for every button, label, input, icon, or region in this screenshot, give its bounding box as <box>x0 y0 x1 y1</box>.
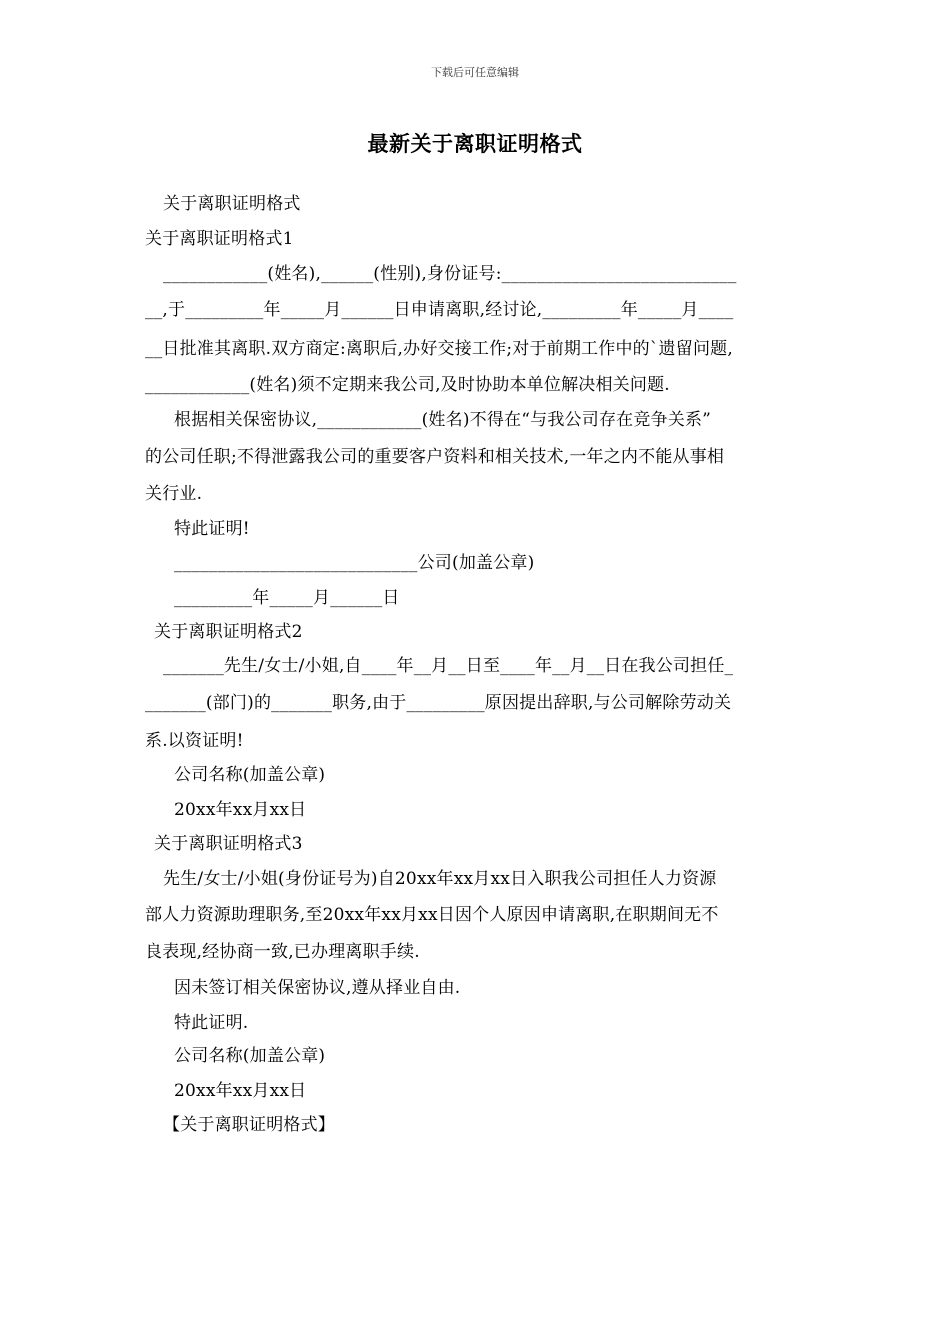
paragraph-line: 根据相关保密协议,____________(姓名)不得在“与我公司存在竞争关系” <box>174 410 712 430</box>
date-line: _________年_____月______日 <box>174 588 400 608</box>
company-name-line: 公司名称(加盖公章) <box>174 765 326 785</box>
document-title: 最新关于离职证明格式 <box>367 131 583 156</box>
closing-line: 特此证明! <box>174 519 250 539</box>
footer-bracket-title: 【关于离职证明格式】 <box>163 1115 335 1135</box>
company-name-line: 公司名称(加盖公章) <box>174 1046 326 1066</box>
section-heading-1: 关于离职证明格式1 <box>145 229 294 249</box>
paragraph-line: _______先生/女士/小姐,自____年__月__日至____年__月__日在我公司担任_ <box>163 656 734 676</box>
intro-heading: 关于离职证明格式 <box>163 194 301 214</box>
paragraph-line: ____________(姓名),______(性别),身份证号:___________________________ <box>163 264 737 284</box>
paragraph-line: 系.以资证明! <box>145 731 244 751</box>
closing-line: 特此证明. <box>174 1013 249 1033</box>
paragraph-line: ____________(姓名)须不定期来我公司,及时协助本单位解决相关问题. <box>145 375 670 395</box>
paragraph-line: 部人力资源助理职务,至20xx年xx月xx日因个人原因申请离职,在职期间无不 <box>145 905 719 925</box>
date-line: 20xx年xx月xx日 <box>174 1081 307 1101</box>
paragraph-line: __,于_________年_____月______日申请离职,经讨论,_________年_____月____ <box>145 300 734 320</box>
paragraph-line: 关行业. <box>145 484 203 504</box>
paragraph-line: __日批准其离职.双方商定:离职后,办好交接工作;对于前期工作中的`遗留问题, <box>145 339 733 359</box>
paragraph-line: 先生/女士/小姐(身份证号为)自20xx年xx月xx日入职我公司担任人力资源 <box>163 869 717 889</box>
company-seal-line: ____________________________公司(加盖公章) <box>174 553 535 573</box>
paragraph-line: _______(部门)的_______职务,由于_________原因提出辞职,与公司解除劳动关 <box>145 693 732 713</box>
paragraph-line: 良表现,经协商一致,已办理离职手续. <box>145 942 420 962</box>
section-heading-2: 关于离职证明格式2 <box>154 622 303 642</box>
paragraph-line: 的公司任职;不得泄露我公司的重要客户资料和相关技术,一年之内不能从事相 <box>145 447 725 467</box>
date-line: 20xx年xx月xx日 <box>174 800 307 820</box>
paragraph-line: 因未签订相关保密协议,遵从择业自由. <box>174 978 461 998</box>
section-heading-3: 关于离职证明格式3 <box>154 834 303 854</box>
header-note: 下载后可任意编辑 <box>431 66 519 79</box>
